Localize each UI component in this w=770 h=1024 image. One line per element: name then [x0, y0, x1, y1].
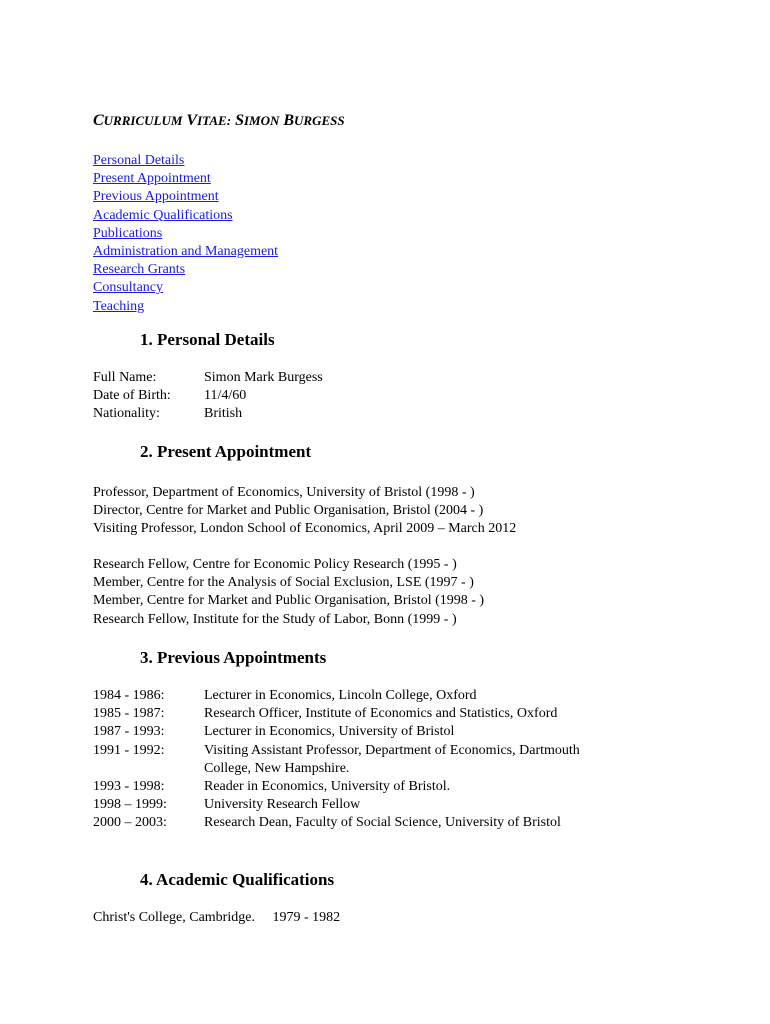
previous-row — [93, 814, 604, 832]
table-of-contents — [93, 152, 278, 316]
role: Lecturer in Economics, Lincoln College, Oxford — [204, 688, 477, 703]
toc-link-present-appointment[interactable]: Present Appointment — [93, 171, 211, 187]
period: 2000 – 2003: — [93, 815, 167, 831]
personal-row-name — [93, 369, 323, 387]
previous-row — [93, 778, 604, 796]
toc-item — [93, 188, 278, 206]
role: Lecturer in Economics, University of Bristol — [204, 724, 455, 740]
toc-item — [93, 207, 278, 225]
toc-item — [93, 170, 278, 188]
personal-row-nationality — [93, 405, 323, 423]
period: 1987 - 1993: — [93, 724, 165, 740]
toc-link-teaching[interactable]: Teaching — [93, 298, 145, 314]
toc-item — [93, 279, 278, 297]
value-date-of-birth: 11/4/60 — [204, 388, 247, 404]
label-nationality: Nationality: — [93, 406, 160, 422]
cv-title: CURRICULUM VITAE: SIMON BURGESS — [93, 112, 345, 129]
previous-row — [93, 723, 604, 741]
toc-link-academic-qualifications[interactable]: Academic Qualifications — [93, 207, 233, 223]
affiliation-line: Member, Centre for Market and Public Organisation, Bristol (1998 - ) — [93, 593, 485, 609]
cv-page — [93, 0, 733, 1024]
affiliation-line: Member, Centre for the Analysis of Social Exclusion, LSE (1997 - ) — [93, 575, 474, 591]
value-nationality: British — [204, 406, 243, 422]
role: Research Dean, Faculty of Social Science, University of Bristol — [204, 815, 561, 831]
toc-item — [93, 152, 278, 170]
heading-present-appointment: 2. Present Appointment — [140, 442, 312, 461]
previous-row — [93, 742, 604, 778]
previous-appointments-table — [93, 687, 604, 833]
present-line: Professor, Department of Economics, University of Bristol (1998 - ) — [93, 485, 475, 500]
toc-link-previous-appointment[interactable]: Previous Appointment — [93, 189, 219, 205]
previous-row — [93, 705, 604, 723]
academic-qualification-row — [93, 909, 340, 927]
role: University Research Fellow — [204, 797, 361, 813]
period: 1993 - 1998: — [93, 778, 165, 794]
previous-row — [93, 796, 604, 814]
heading-previous-appointments: 3. Previous Appointments — [140, 648, 327, 667]
period: 1998 – 1999: — [93, 797, 167, 813]
heading-personal-details: 1. Personal Details — [140, 330, 275, 349]
period: 1984 - 1986: — [93, 688, 165, 703]
affiliation-line: Research Fellow, Centre for Economic Policy Research (1995 - ) — [93, 557, 457, 572]
previous-row — [93, 687, 604, 705]
years: 1979 - 1982 — [272, 910, 341, 925]
toc-item — [93, 298, 278, 316]
college: Christ's College, Cambridge. — [93, 910, 255, 925]
present-appointments-main — [93, 484, 516, 539]
present-appointments-affiliations — [93, 556, 484, 629]
toc-link-consultancy[interactable]: Consultancy — [93, 280, 163, 296]
affiliation-line: Research Fellow, Institute for the Study of Labor, Bonn (1999 - ) — [93, 611, 457, 627]
heading-academic-qualifications: 4. Academic Qualifications — [140, 870, 335, 889]
role: Research Officer, Institute of Economics and Statistics, Oxford — [204, 706, 558, 722]
period: 1985 - 1987: — [93, 706, 165, 722]
toc-link-research-grants[interactable]: Research Grants — [93, 262, 186, 278]
role: Reader in Economics, University of Bristol. — [204, 778, 451, 794]
present-line: Visiting Professor, London School of Economics, April 2009 – March 2012 — [93, 521, 517, 537]
present-line: Director, Centre for Market and Public Organisation, Bristol (2004 - ) — [93, 503, 484, 519]
personal-details-table — [93, 369, 323, 424]
label-date-of-birth: Date of Birth: — [93, 388, 171, 404]
period: 1991 - 1992: — [93, 742, 165, 758]
value-full-name: Simon Mark Burgess — [204, 370, 323, 385]
toc-item — [93, 225, 278, 243]
role: Visiting Assistant Professor, Department of Economics, Dartmouth College, New Hampshire. — [204, 742, 580, 776]
toc-link-publications[interactable]: Publications — [93, 225, 163, 241]
toc-link-personal-details[interactable]: Personal Details — [93, 153, 185, 168]
toc-link-administration[interactable]: Administration and Management — [93, 243, 279, 259]
personal-row-dob — [93, 387, 323, 405]
toc-item — [93, 261, 278, 279]
label-full-name: Full Name: — [93, 370, 157, 385]
toc-item — [93, 243, 278, 261]
